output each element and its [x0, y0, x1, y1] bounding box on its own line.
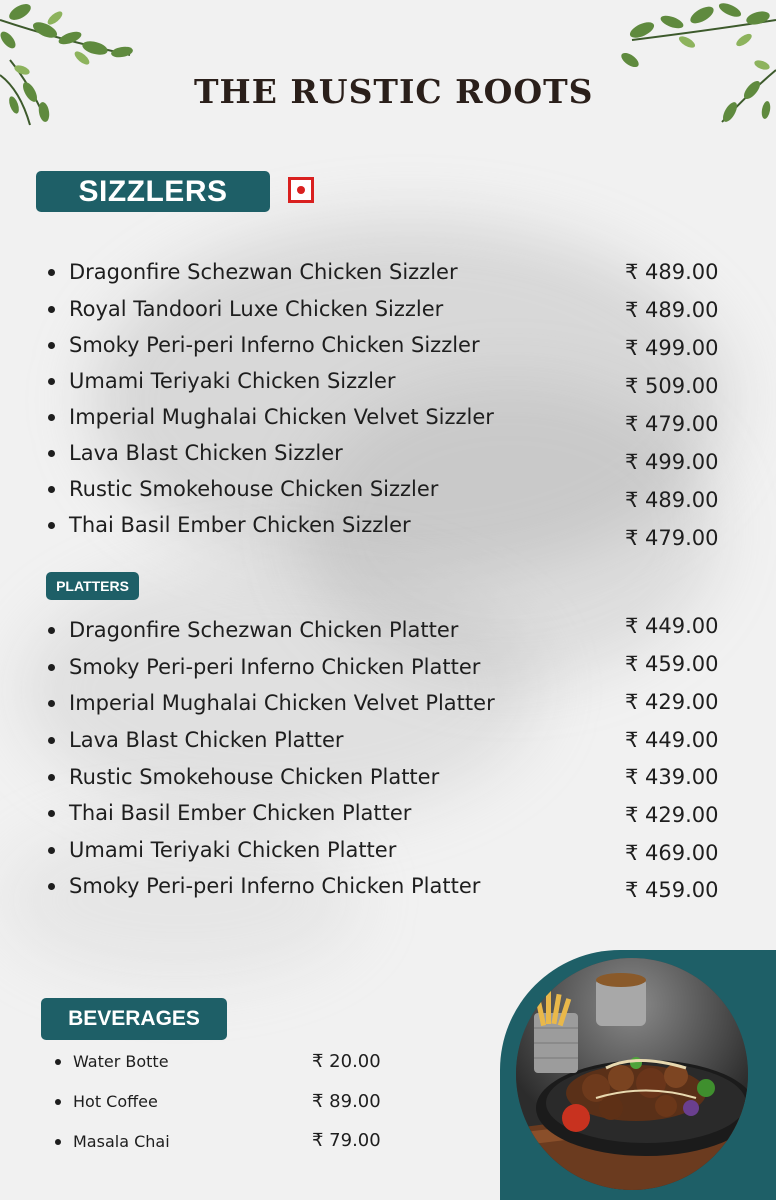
sizzler-plate-photo [516, 958, 748, 1190]
menu-item-price: ₹ 489.00 [625, 298, 719, 322]
menu-item-price: ₹ 479.00 [625, 412, 719, 436]
menu-item-name: Umami Teriyaki Chicken Sizzler [48, 369, 396, 393]
menu-item-price: ₹ 499.00 [625, 450, 719, 474]
menu-item-name: Thai Basil Ember Chicken Platter [48, 801, 411, 825]
menu-item-price: ₹ 449.00 [625, 728, 719, 752]
menu-item-name: Royal Tandoori Luxe Chicken Sizzler [48, 297, 443, 321]
menu-item-name: Dragonfire Schezwan Chicken Sizzler [48, 260, 458, 284]
beverage-item-price: ₹ 20.00 [312, 1051, 381, 1072]
menu-item-name: Imperial Mughalai Chicken Velvet Platter [48, 691, 495, 715]
menu-item-name: Rustic Smokehouse Chicken Platter [48, 765, 439, 789]
non-veg-icon [288, 177, 314, 203]
menu-item-name: Imperial Mughalai Chicken Velvet Sizzler [48, 405, 494, 429]
menu-item-price: ₹ 459.00 [625, 878, 719, 902]
beverage-item-name: Water Botte [55, 1052, 169, 1071]
leaf-branch-left-icon [0, 0, 140, 130]
menu-item-price: ₹ 429.00 [625, 690, 719, 714]
menu-item-name: Umami Teriyaki Chicken Platter [48, 838, 396, 862]
section-title-platters: PLATTERS [46, 572, 139, 600]
beverage-item-price: ₹ 89.00 [312, 1091, 381, 1112]
menu-item-price: ₹ 499.00 [625, 336, 719, 360]
menu-item-price: ₹ 479.00 [625, 526, 719, 550]
beverage-item-name: Masala Chai [55, 1132, 170, 1151]
section-title-sizzlers: SIZZLERS [36, 171, 270, 212]
menu-item-price: ₹ 489.00 [625, 260, 719, 284]
menu-item-name: Lava Blast Chicken Platter [48, 728, 344, 752]
beverage-item-price: ₹ 79.00 [312, 1130, 381, 1151]
menu-item-price: ₹ 489.00 [625, 488, 719, 512]
menu-item-price: ₹ 449.00 [625, 614, 719, 638]
brand-logo: THE RUSTIC ROOTS [194, 72, 594, 111]
menu-item-name: Dragonfire Schezwan Chicken Platter [48, 618, 458, 642]
leaf-branch-right-icon [612, 0, 776, 130]
beverage-item-name: Hot Coffee [55, 1092, 158, 1111]
menu-item-price: ₹ 439.00 [625, 765, 719, 789]
menu-item-price: ₹ 509.00 [625, 374, 719, 398]
menu-item-name: Smoky Peri-peri Inferno Chicken Sizzler [48, 333, 480, 357]
menu-item-price: ₹ 459.00 [625, 652, 719, 676]
menu-item-price: ₹ 429.00 [625, 803, 719, 827]
menu-item-name: Smoky Peri-peri Inferno Chicken Platter [48, 655, 480, 679]
menu-item-price: ₹ 469.00 [625, 841, 719, 865]
menu-item-name: Rustic Smokehouse Chicken Sizzler [48, 477, 438, 501]
menu-item-name: Lava Blast Chicken Sizzler [48, 441, 343, 465]
menu-item-name: Thai Basil Ember Chicken Sizzler [48, 513, 411, 537]
menu-item-name: Smoky Peri-peri Inferno Chicken Platter [48, 874, 480, 898]
section-title-beverages: BEVERAGES [41, 998, 227, 1040]
